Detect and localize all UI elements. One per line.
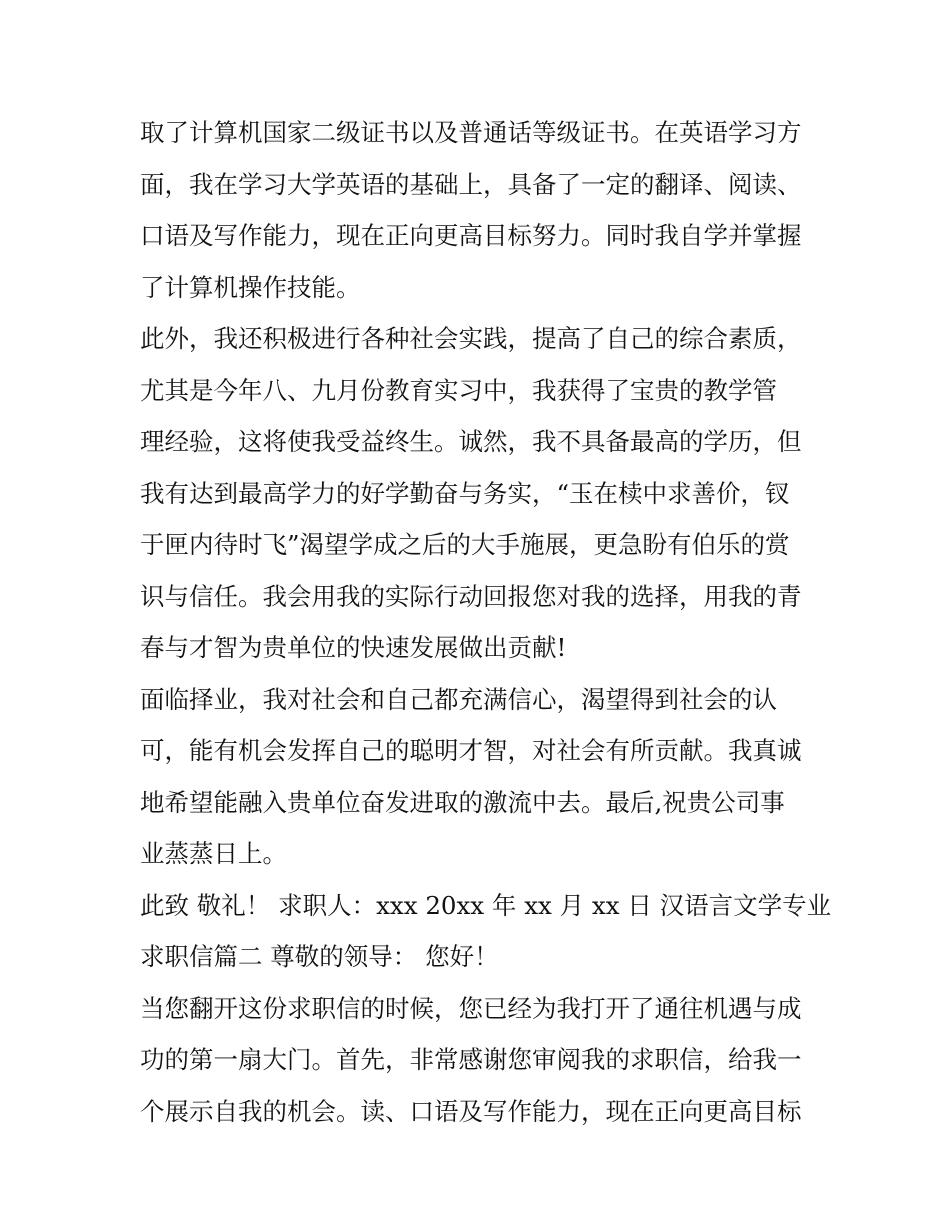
text-line: 此外，我还积极进行各种社会实践，提高了自己的综合素质， xyxy=(140,324,802,353)
text-line: 面临择业，我对社会和自己都充满信心，渴望得到社会的认 xyxy=(140,684,777,714)
text-line: 我有达到最高学力的好学勤奋与务实，“玉在椟中求善价，钗 xyxy=(140,478,790,508)
text-line: 此致 敬礼！ 求职人：xxx 20xx 年 xx 月 xx 日 汉语言文学专业 xyxy=(140,890,832,920)
text-line: 地希望能融入贵单位奋发进取的激流中去。最后,祝贵公司事 xyxy=(140,787,785,817)
text-line: 识与信任。我会用我的实际行动回报您对我的选择，用我的青 xyxy=(140,581,802,611)
text-line: 口语及写作能力，现在正向更高目标努力。同时我自学并掌握 xyxy=(140,221,802,250)
text-line: 取了计算机国家二级证书以及普通话等级证书。在英语学习方 xyxy=(140,118,802,147)
text-line: 尤其是今年八、九月份教育实习中，我获得了宝贵的教学管 xyxy=(140,375,777,405)
text-line: 业蒸蒸日上。 xyxy=(140,839,287,868)
text-line: 当您翻开这份求职信的时候，您已经为我打开了通往机遇与成 xyxy=(140,993,802,1023)
body-text xyxy=(140,107,832,1137)
text-line: 求职信篇二 尊敬的领导： 您好！ xyxy=(140,942,499,971)
text-line: 个展示自我的机会。读、口语及写作能力，现在正向更高目标 xyxy=(140,1096,802,1126)
text-line: 于匣内待时飞”渴望学成之后的大手施展，更急盼有伯乐的赏 xyxy=(140,530,790,559)
text-line: 可，能有机会发挥自己的聪明才智，对社会有所贡献。我真诚 xyxy=(140,736,802,765)
text-line: 面，我在学习大学英语的基础上，具备了一定的翻译、阅读、 xyxy=(140,169,802,199)
text-line: 春与才智为贵单位的快速发展做出贡献! xyxy=(140,633,567,662)
text-line: 功的第一扇大门。首先，非常感谢您审阅我的求职信，给我一 xyxy=(140,1045,802,1074)
text-line: 理经验，这将使我受益终生。诚然，我不具备最高的学历，但 xyxy=(140,427,802,456)
text-line: 了计算机操作技能。 xyxy=(140,272,361,302)
